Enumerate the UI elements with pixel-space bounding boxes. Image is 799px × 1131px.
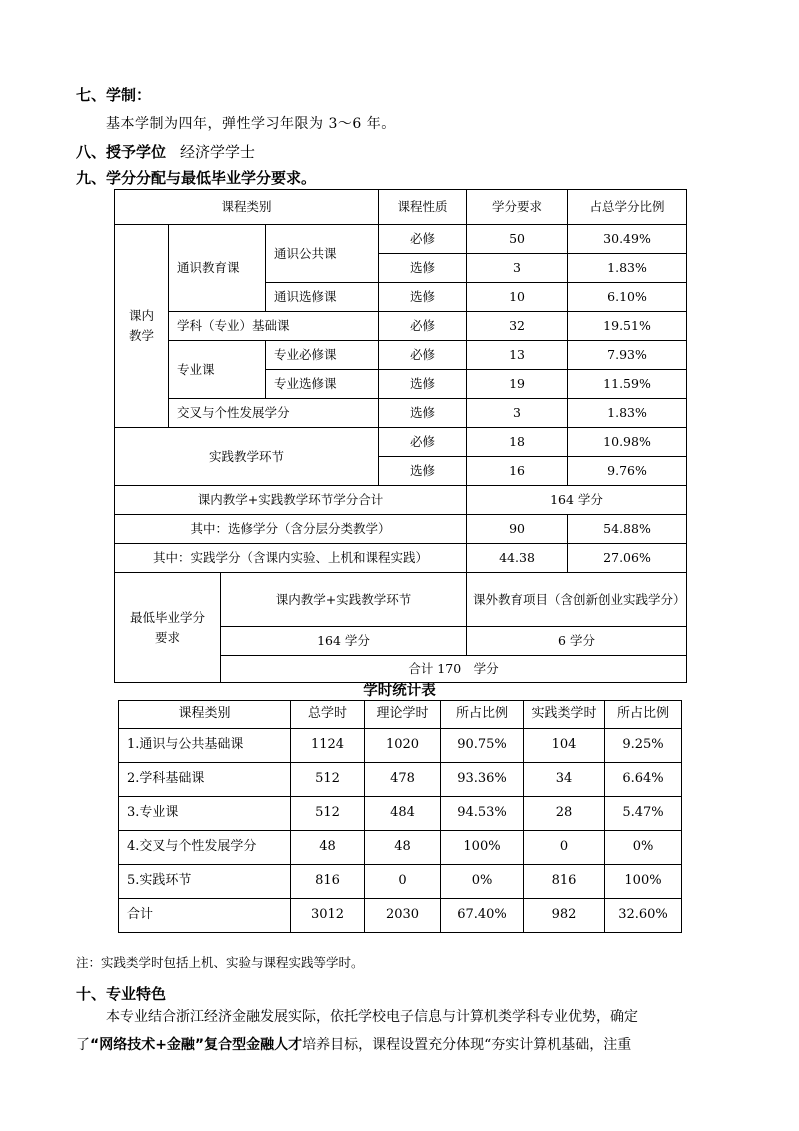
table-row: [119, 899, 682, 933]
features-line-2: [76, 1031, 726, 1059]
elective-total-ratio: 54.88%: [568, 515, 687, 544]
category-cell: 3.专业课: [119, 797, 291, 831]
table-cell: 9.25%: [605, 729, 682, 763]
major-elective-label: 专业选修课: [266, 370, 379, 399]
table-cell: 5.47%: [605, 797, 682, 831]
table-row: [119, 729, 682, 763]
ratio-cell: 9.76%: [568, 457, 687, 486]
general-edu-label: 通识教育课: [169, 225, 266, 312]
table-row: [115, 225, 687, 254]
nature-cell: 选修: [379, 370, 467, 399]
table-cell: 478: [365, 763, 441, 797]
table-cell: 0%: [441, 865, 524, 899]
table-cell: 100%: [441, 831, 524, 865]
table-cell: 982: [524, 899, 605, 933]
hours-statistics-table: [118, 700, 682, 933]
nature-cell: 选修: [379, 457, 467, 486]
table-cell: 1020: [365, 729, 441, 763]
general-public-label: 通识公共课: [266, 225, 379, 283]
table-row: [119, 831, 682, 865]
features-emphasis: “网络技术+金融”复合型金融人才: [90, 1037, 303, 1053]
ratio-cell: 30.49%: [568, 225, 687, 254]
ratio-cell: 19.51%: [568, 312, 687, 341]
ratio-cell: 7.93%: [568, 341, 687, 370]
table-cell: 28: [524, 797, 605, 831]
discipline-basic-label: 学科（专业）基础课: [169, 312, 379, 341]
table-row: [119, 797, 682, 831]
credits-cell: 19: [467, 370, 568, 399]
table-header-row: [119, 701, 682, 729]
header-cell: 总学时: [291, 701, 365, 729]
category-cell: 1.通识与公共基础课: [119, 729, 291, 763]
major-required-label: 专业必修课: [266, 341, 379, 370]
credits-cell: 3: [467, 254, 568, 283]
features-text: 了: [76, 1037, 90, 1053]
section-9-title: 九、学分分配与最低毕业学分要求。: [76, 169, 317, 187]
nature-cell: 选修: [379, 283, 467, 312]
header-category: 课程类别: [115, 190, 379, 225]
header-nature: 课程性质: [379, 190, 467, 225]
section-8-heading: [76, 141, 255, 162]
table-cell: 0: [524, 831, 605, 865]
min-col1-header: 课内教学+实践教学环节: [221, 573, 467, 627]
sum-value: 164 学分: [467, 486, 687, 515]
degree-value: 经济学学士: [180, 143, 256, 161]
table-cell: 90.75%: [441, 729, 524, 763]
category-cell: 2.学科基础课: [119, 763, 291, 797]
table-row: [119, 763, 682, 797]
min-col2-header: 课外教育项目（含创新创业实践学分）: [467, 573, 687, 627]
table-cell: 32.60%: [605, 899, 682, 933]
header-credits: 学分要求: [467, 190, 568, 225]
table-row: [115, 428, 687, 457]
min-total-value: 合计 170 学分: [221, 656, 687, 683]
hours-note: 注：实践类学时包括上机、实验与课程实践等学时。: [76, 955, 364, 970]
table-cell: 816: [524, 865, 605, 899]
table-cell: 512: [291, 797, 365, 831]
table-cell: 104: [524, 729, 605, 763]
table-cell: 6.64%: [605, 763, 682, 797]
header-cell: 课程类别: [119, 701, 291, 729]
table-row: [115, 486, 687, 515]
table-row: [115, 341, 687, 370]
ratio-cell: 1.83%: [568, 254, 687, 283]
nature-cell: 必修: [379, 428, 467, 457]
credits-cell: 18: [467, 428, 568, 457]
elective-total-credits: 90: [467, 515, 568, 544]
general-elective-label: 通识选修课: [266, 283, 379, 312]
table-cell: 34: [524, 763, 605, 797]
elective-total-label: 其中：选修学分（含分层分类教学）: [115, 515, 467, 544]
section-7-title: 七、学制：: [76, 86, 152, 104]
section-7-text: 基本学制为四年，弹性学习年限为 3～6 年。: [106, 116, 396, 132]
category-cell: 5.实践环节: [119, 865, 291, 899]
nature-cell: 必修: [379, 312, 467, 341]
features-paragraph: [76, 1003, 726, 1059]
table-cell: 0%: [605, 831, 682, 865]
table-cell: 1124: [291, 729, 365, 763]
credits-cell: 10: [467, 283, 568, 312]
credits-cell: 16: [467, 457, 568, 486]
nature-cell: 必修: [379, 225, 467, 254]
table-cell: 48: [365, 831, 441, 865]
practice-section-label: 实践教学环节: [115, 428, 379, 486]
credits-cell: 32: [467, 312, 568, 341]
credits-cell: 50: [467, 225, 568, 254]
section-8-title: 八、授予学位: [76, 143, 167, 161]
ratio-cell: 10.98%: [568, 428, 687, 457]
table-cell: 0: [365, 865, 441, 899]
table-cell: 816: [291, 865, 365, 899]
hours-table-title: 学时统计表: [363, 683, 436, 699]
practice-total-credits: 44.38: [467, 544, 568, 573]
table-row: [115, 573, 687, 627]
cross-individual-label: 交叉与个性发展学分: [169, 399, 379, 428]
category-cell: 4.交叉与个性发展学分: [119, 831, 291, 865]
credits-cell: 13: [467, 341, 568, 370]
nature-cell: 选修: [379, 254, 467, 283]
nature-cell: 选修: [379, 399, 467, 428]
nature-cell: 必修: [379, 341, 467, 370]
header-cell: 实践类学时: [524, 701, 605, 729]
ratio-cell: 11.59%: [568, 370, 687, 399]
ratio-cell: 6.10%: [568, 283, 687, 312]
ratio-cell: 1.83%: [568, 399, 687, 428]
min-col2-value: 6 学分: [467, 627, 687, 656]
min-col1-value: 164 学分: [221, 627, 467, 656]
in-class-label: 课内 教学: [115, 225, 169, 428]
credits-cell: 3: [467, 399, 568, 428]
header-cell: 所占比例: [605, 701, 682, 729]
table-cell: 512: [291, 763, 365, 797]
table-row: [115, 515, 687, 544]
section-10-title: 十、专业特色: [76, 985, 167, 1003]
table-cell: 67.40%: [441, 899, 524, 933]
table-cell: 48: [291, 831, 365, 865]
practice-total-label: 其中：实践学分（含课内实验、上机和课程实践）: [115, 544, 467, 573]
header-cell: 所占比例: [441, 701, 524, 729]
table-cell: 2030: [365, 899, 441, 933]
table-row: [119, 865, 682, 899]
features-text: 培养目标，课程设置充分体现“夯实计算机基础，注重: [302, 1037, 632, 1053]
table-cell: 100%: [605, 865, 682, 899]
min-credits-label: 最低毕业学分 要求: [115, 573, 221, 683]
table-cell: 3012: [291, 899, 365, 933]
table-row: [115, 544, 687, 573]
major-course-label: 专业课: [169, 341, 266, 399]
table-cell: 484: [365, 797, 441, 831]
table-row: [115, 399, 687, 428]
sum-label: 课内教学+实践教学环节学分合计: [115, 486, 467, 515]
category-cell: 合计: [119, 899, 291, 933]
header-ratio: 占总学分比例: [568, 190, 687, 225]
table-header-row: [115, 190, 687, 225]
features-text: 本专业结合浙江经济金融发展实际，依托学校电子信息与计算机类学科专业优势，确定: [106, 1009, 638, 1025]
credit-distribution-table: [114, 189, 687, 683]
header-cell: 理论学时: [365, 701, 441, 729]
features-line-1: [76, 1003, 726, 1031]
table-row: [115, 312, 687, 341]
table-cell: 93.36%: [441, 763, 524, 797]
table-cell: 94.53%: [441, 797, 524, 831]
practice-total-ratio: 27.06%: [568, 544, 687, 573]
